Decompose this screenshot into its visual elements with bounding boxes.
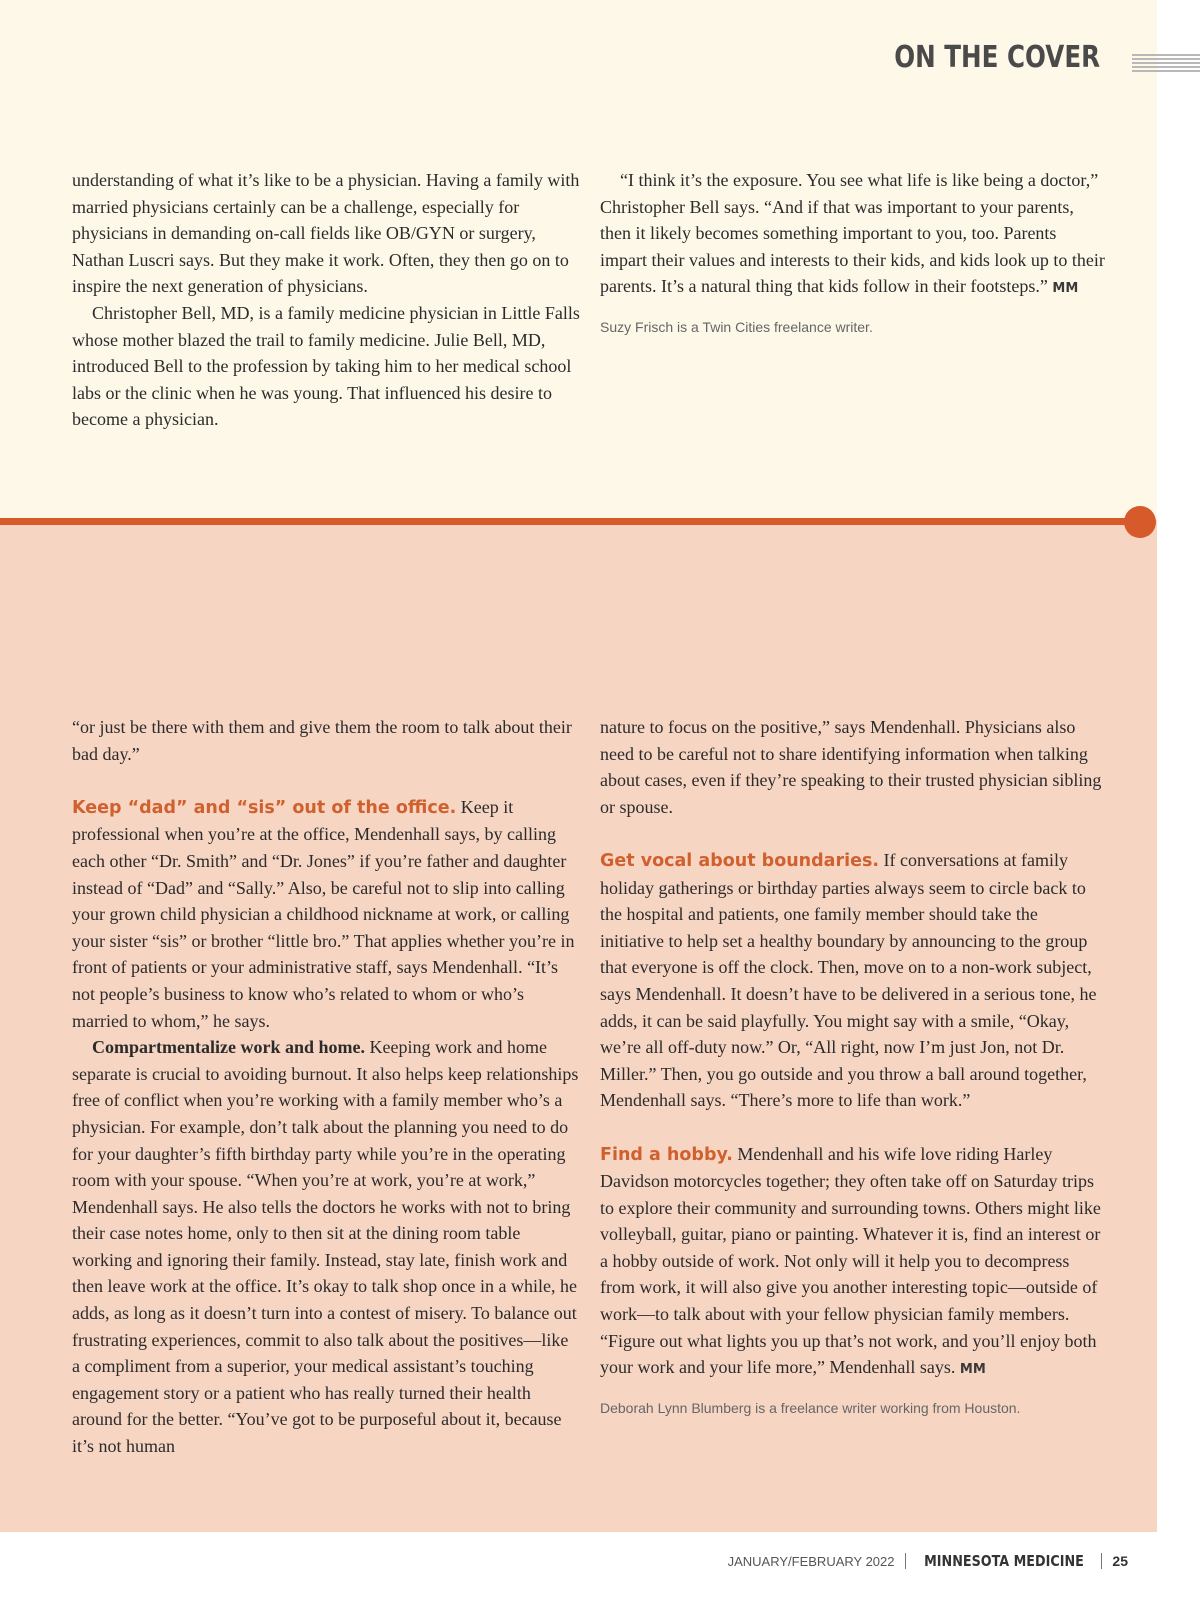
- subhead: Compartmentalize work and home.: [92, 1037, 365, 1058]
- bottom-left-column: [72, 714, 580, 1460]
- divider-dot: [1124, 506, 1156, 538]
- paragraph-text: Keeping work and home separate is crucial to avoiding burnout. It also helps keep relationships free of conflict when you’re working with a family member who’s a physician. For example, don’t talk about the planning you need to do for your daughter’s fifth birthday party while you’re in the operating room with your spouse. “When you’re at work, you’re at work,” Mendenhall says. He also tells the doctors he works with not to bring their case notes home, only to then sit at the dining room table working and ignoring their family. Instead, stay late, finish work and then leave work at the office. It’s okay to talk shop once in a while, he adds, as long as it doesn’t turn into a contest of misery. To balance out frustrating experiences, commit to also talk about the positives—like a compliment from a superior, your medical assistant’s touching engagement story or a patient who has really turned their health around for the better. “You’ve got to be purposeful about it, because it’s not human: [72, 1037, 579, 1457]
- end-mark: MM: [959, 1362, 986, 1378]
- paragraph: nature to focus on the positive,” says Mendenhall. Physicians also need to be careful not to share identifying information when talking about cases, even if they’re speaking to their trusted physician sibling or spouse.: [600, 717, 1102, 817]
- paragraph: understanding of what it’s like to be a physician. Having a family with married physicians certainly can be a challenge, especially for physicians in demanding on-call fields like OB/GYN or surgery, Nathan Luscri says. But they make it work. Often, they then go on to inspire the next generation of physicians.: [72, 170, 580, 297]
- issue-date: JANUARY/FEBRUARY 2022: [727, 1553, 895, 1569]
- paragraph: [600, 1141, 1105, 1384]
- top-left-column: [72, 167, 580, 433]
- top-right-column: [600, 167, 1105, 337]
- footer-separator: [1101, 1553, 1102, 1569]
- paragraph: “or just be there with them and give them the room to talk about their bad day.”: [72, 717, 572, 764]
- paragraph: [72, 794, 580, 1034]
- bottom-right-column: [600, 714, 1105, 1418]
- header-stripes-decoration: [1132, 54, 1200, 74]
- section-header: ON THE COVER: [894, 40, 1100, 75]
- page-footer: [728, 1552, 1128, 1570]
- paragraph-text: “I think it’s the exposure. You see what life is like being a doctor,” Christopher Bell says. “And if that was important to your parents, then it likely becomes something important to you, too. Parents impart their values and interests to their kids, and kids look up to their parents. It’s a natural thing that kids follow in their footsteps.”: [600, 170, 1105, 297]
- author-credit: Suzy Frisch is a Twin Cities freelance writer.: [600, 318, 873, 335]
- subhead: Get vocal about boundaries.: [600, 850, 880, 871]
- paragraph: [600, 847, 1105, 1114]
- page-number: 25: [1112, 1553, 1128, 1569]
- paragraph: Christopher Bell, MD, is a family medicine physician in Little Falls whose mother blazed the trail to family medicine. Julie Bell, MD, introduced Bell to the profession by taking him to her medical school labs or the clinic when he was young. That influenced his desire to become a physician.: [72, 302, 580, 430]
- paragraph: [72, 1034, 580, 1460]
- end-mark: MM: [1052, 281, 1079, 297]
- subhead: Find a hobby.: [600, 1144, 733, 1165]
- paragraph-text: Keep it professional when you’re at the office, Mendenhall says, by calling each other “Dr. Smith” and “Dr. Jones” if you’re father and daughter instead of “Dad” and “Sally.” Also, be careful not to slip into calling your grown child physician a childhood nickname at work, or calling your sister “sis” or brother “little bro.” That applies whether you’re in front of patients or your administrative staff, says Mendenhall. “It’s not people’s business to know who’s related to whom or who’s married to whom,” he says.: [72, 796, 575, 1031]
- divider-line: [0, 518, 1140, 525]
- subhead: Keep “dad” and “sis” out of the office.: [72, 797, 457, 818]
- paragraph: [600, 167, 1105, 303]
- paragraph-text: Mendenhall and his wife love riding Harley Davidson motorcycles together; they often take off on Saturday trips to explore their community and surrounding towns. Others might like volleyball, guitar, piano or painting. Whatever it is, find an interest or a hobby outside of work. Not only will it help you to decompress from work, it will also give you another interesting topic—outside of work—to talk about with your fellow physician family members. “Figure out what lights you up that’s not work, and you’ll enjoy both your work and your life more,” Mendenhall says.: [600, 1143, 1101, 1378]
- footer-separator: [905, 1553, 906, 1569]
- author-credit: Deborah Lynn Blumberg is a freelance writer working from Houston.: [600, 1399, 1021, 1416]
- publication-name: MINNESOTA MEDICINE: [923, 1552, 1084, 1570]
- paragraph-text: If conversations at family holiday gatherings or birthday parties always seem to circle back to the hospital and patients, one family member should take the initiative to help set a healthy boundary by announcing to the group that everyone is off the clock. Then, move on to a non-work subject, says Mendenhall. It doesn’t have to be delivered in a serious tone, he adds, it can be said playfully. You might say with a smile, “Okay, we’re all off-duty now.” Or, “All right, now I’m just Jon, not Dr. Miller.” Then, you go outside and you throw a ball around together, Mendenhall says. “There’s more to life than work.”: [600, 849, 1097, 1111]
